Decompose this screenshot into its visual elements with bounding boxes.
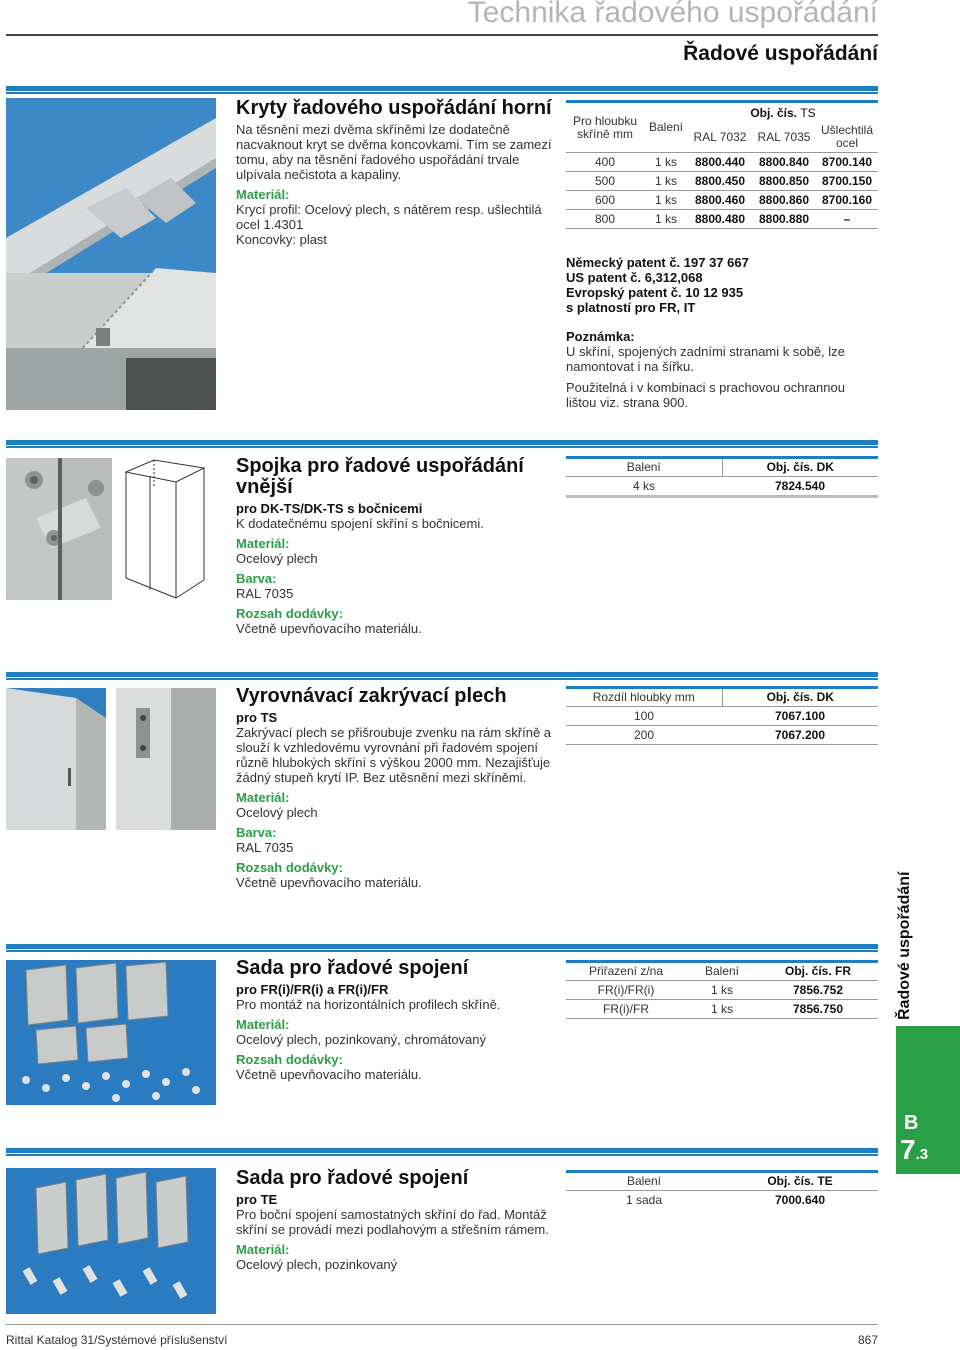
table-row (566, 726, 878, 745)
section-cover-plate-text (236, 686, 556, 890)
cell: 7856.750 (758, 1000, 878, 1019)
cell: FR(i)/FR(i) (566, 981, 686, 1000)
cell: 8800.860 (752, 191, 816, 210)
section-cover-top-text (236, 98, 556, 247)
cell: 800 (566, 210, 644, 229)
product-photo-fr-kit (6, 960, 216, 1105)
cell: 1 ks (644, 172, 688, 191)
col-header: Obj. čís. (766, 460, 814, 474)
col-header: Obj. čís. (767, 1174, 814, 1188)
chapter-number (900, 1134, 928, 1166)
cell: 200 (566, 726, 722, 745)
material-value: Krycí profil: Ocelový plech, s nátěrem resp. ušlechtilá ocel 1.4301 (236, 202, 542, 232)
col-header: Balení (566, 1172, 722, 1191)
material-value: Ocelový plech (236, 551, 318, 566)
material-label: Materiál: (236, 790, 290, 805)
product-photo-coupling (6, 458, 112, 600)
table-row (566, 477, 878, 497)
chapter-number-sub: .3 (915, 1146, 929, 1163)
page-subtitle: Řadové uspořádání (683, 42, 878, 65)
footer-catalog: Rittal Katalog 31/Systémové příslušenství (6, 1333, 228, 1347)
cell: 400 (566, 153, 644, 172)
order-table (566, 960, 878, 1019)
color-label: Barva: (236, 825, 277, 840)
cell: 8700.140 (816, 153, 878, 172)
table-row (566, 707, 878, 726)
cell: 8800.440 (688, 153, 752, 172)
col-header-group (722, 1172, 878, 1191)
description: Pro boční spojení samostatných skříní do řad. Montáž skříní se provádí mezi podlahovým a střešním rámem. (236, 1207, 549, 1237)
note-block (566, 329, 866, 410)
product-photo-cover-profile (6, 98, 216, 410)
product-photo-cover-plate (6, 688, 106, 830)
subtitle-system: TE (260, 1192, 278, 1207)
table-row (566, 172, 878, 191)
table-row (566, 1000, 878, 1019)
patent-info (566, 255, 866, 315)
section-title: Vyrovnávací zakrývací plech (236, 685, 507, 707)
cell: 8800.850 (752, 172, 816, 191)
cell: 7067.100 (722, 707, 878, 726)
section-divider (6, 86, 878, 91)
color-label: Barva: (236, 571, 277, 586)
section-title: Sada pro řadové spojení (236, 1167, 469, 1189)
product-photo-te-kit (6, 1168, 216, 1314)
description: Na těsnění mezi dvěma skříněmi lze dodatečně nacvaknout kryt se dvěma koncovkami. Tím se zamezí tomu, aby na těsnění řadového uspořádání trvale ulpívala nečistota a kapaliny. (236, 122, 552, 182)
col-header: Přiřazení z/na (566, 962, 686, 981)
col-header: Obj. čís. (750, 106, 797, 120)
col-header: TS (800, 106, 816, 120)
cell: 1 ks (644, 210, 688, 229)
cell: 1 ks (644, 153, 688, 172)
table-row (566, 981, 878, 1000)
page-title: Technika řadového uspořádání (467, 0, 878, 29)
material-label: Materiál: (236, 536, 290, 551)
cell: 8700.150 (816, 172, 878, 191)
col-header: Pro hloubku skříně mm (566, 102, 644, 153)
col-header-group (722, 458, 878, 477)
cell: 1 sada (625, 1193, 663, 1207)
table-row (566, 191, 878, 210)
section-subtitle (236, 710, 556, 725)
cell: 1 ks (686, 1000, 758, 1019)
description: K dodatečnému spojení skříní s bočnicemi. (236, 516, 484, 531)
col-header: Balení (644, 102, 688, 153)
section-subtitle: pro DK-TS/DK-TS s bočnicemi (236, 501, 423, 516)
col-header: FR (835, 964, 852, 978)
order-table (566, 456, 878, 498)
cell: 8800.480 (688, 210, 752, 229)
material-label: Materiál: (236, 1017, 290, 1032)
material-value: Koncovky: plast (236, 232, 328, 247)
section-divider (6, 1148, 878, 1153)
cell: 8800.840 (752, 153, 816, 172)
patent-line: Evropský patent č. 10 12 935 (566, 285, 744, 300)
order-table (566, 1170, 878, 1209)
subtitle-prefix: pro (236, 710, 261, 725)
section-divider (6, 944, 878, 949)
section-divider (6, 440, 878, 445)
table-row (566, 153, 878, 172)
section-divider (6, 672, 878, 677)
product-diagram-cabinet (116, 458, 216, 600)
section-coupling-text (236, 456, 556, 636)
col-header: RAL 7035 (752, 122, 816, 153)
cell: 7067.200 (722, 726, 878, 745)
section-fr-kit-text (236, 958, 556, 1082)
section-title: Spojka pro řadové uspořádání vnější (236, 455, 524, 498)
section-title: Kryty řadového uspořádání horní (236, 97, 552, 119)
scope-label: Rozsah dodávky: (236, 1052, 343, 1067)
section-subtitle: pro FR(i)/FR(i) a FR(i)/FR (236, 982, 389, 997)
page-number: 867 (857, 1333, 878, 1347)
col-header: DK (816, 690, 834, 704)
col-header-group (688, 102, 878, 123)
col-header: Ušlechtilá ocel (816, 122, 878, 153)
cell: 4 ks (566, 477, 722, 497)
patent-line: s platností pro FR, IT (566, 300, 696, 315)
section-subtitle (236, 1192, 556, 1207)
material-value: Ocelový plech, pozinkovaný, chromátovaný (236, 1032, 487, 1047)
col-header: Obj. čís. (784, 964, 832, 978)
cell: 8800.880 (752, 210, 816, 229)
material-label: Materiál: (236, 1242, 290, 1257)
material-value: Ocelový plech (236, 805, 318, 820)
chapter-number-main: 7 (900, 1134, 916, 1165)
col-header: Balení (566, 458, 722, 477)
scope-label: Rozsah dodávky: (236, 606, 343, 621)
col-header: RAL 7032 (688, 122, 752, 153)
chapter-letter: B (904, 1112, 919, 1134)
subtitle-prefix: pro (236, 1192, 261, 1207)
cell: 100 (566, 707, 722, 726)
cell: 7000.640 (774, 1193, 826, 1207)
product-photo-cover-plate-detail (116, 688, 216, 830)
cell: 7856.752 (758, 981, 878, 1000)
col-header: TE (817, 1174, 833, 1188)
order-table (566, 686, 878, 745)
cell: FR(i)/FR (566, 1000, 686, 1019)
color-value: RAL 7035 (236, 586, 294, 601)
col-header: Rozdíl hloubky mm (566, 688, 722, 707)
table-row (566, 1191, 878, 1210)
cell: – (816, 210, 878, 229)
patent-line: US patent č. 6,312,068 (566, 270, 703, 285)
cell: 500 (566, 172, 644, 191)
color-value: RAL 7035 (236, 840, 294, 855)
section-title: Sada pro řadové spojení (236, 957, 469, 979)
material-value: Ocelový plech, pozinkovaný (236, 1257, 398, 1272)
table-row (566, 210, 878, 229)
cell: 8800.460 (688, 191, 752, 210)
cell: 1 ks (686, 981, 758, 1000)
material-label: Materiál: (236, 187, 290, 202)
subtitle-system: TS (260, 710, 278, 725)
note-text: Použitelná i v kombinaci s prachovou ochrannou lištou viz. strana 900. (566, 380, 845, 410)
col-header-group (722, 688, 878, 707)
scope-label: Rozsah dodávky: (236, 860, 343, 875)
cell: 8700.160 (816, 191, 878, 210)
order-table (566, 100, 878, 229)
scope-value: Včetně upevňovacího materiálu. (236, 875, 422, 890)
scope-value: Včetně upevňovacího materiálu. (236, 621, 422, 636)
cell: 600 (566, 191, 644, 210)
cell: 1 ks (644, 191, 688, 210)
description: Pro montáž na horizontálních profilech skříně. (236, 997, 501, 1012)
description: Zakrývací plech se přišroubuje zvenku na rám skříně a slouží k vzhledovému vyrovnání při řadovém spojení různě hlubokých skříní s výškou 2000 mm. Nezajišťuje žádný stupeň krytí IP. Bez utěsnění mezi skříněmi. (236, 725, 552, 785)
note-text: U skříní, spojených zadními stranami k sobě, lze namontovat i na šířku. (566, 344, 845, 374)
col-header: Obj. čís. (766, 690, 814, 704)
col-header-group (758, 962, 878, 981)
chapter-side-label (896, 860, 920, 1020)
chapter-side-text: Řadové uspořádání (896, 871, 913, 1020)
header-rule (6, 34, 878, 36)
note-label: Poznámka: (566, 329, 635, 344)
footer-rule (6, 1324, 878, 1325)
cell: 8800.450 (688, 172, 752, 191)
section-te-kit-text (236, 1168, 556, 1272)
col-header: DK (816, 460, 834, 474)
scope-value: Včetně upevňovacího materiálu. (236, 1067, 422, 1082)
cell: 7824.540 (722, 477, 878, 497)
col-header: Balení (686, 962, 758, 981)
patent-line: Německý patent č. 197 37 667 (566, 255, 749, 270)
